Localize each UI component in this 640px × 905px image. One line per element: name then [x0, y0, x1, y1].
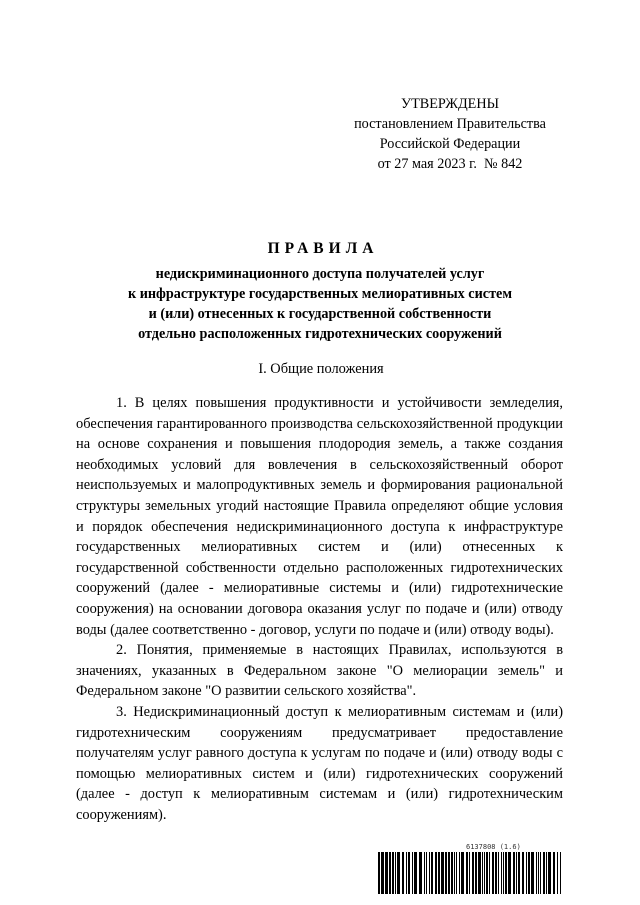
document-body	[76, 393, 563, 825]
barcode-label: 6137808 (1.6)	[466, 843, 521, 851]
paragraph-1: 1. В целях повышения продуктивности и устойчивости земледелия, обеспечения гарантированного производства сельскохозяйственной продукции на основе сохранения и повышения плодородия земель, а также создания необходимых условий для вовлечения в сельскохозяйственный оборот неиспользуемых и малопродуктивных земель и формирования рациональной структуры земельных угодий настоящие Правила определяют общие условия и порядок обеспечения недискриминационного доступа к инфраструктуре государственных мелиоративных систем и (или) отнесенных к государственной собственности отдельно расположенных гидротехнических сооружений (далее - мелиоративные системы и (или) гидротехнические сооружения) на основании договора оказания услуг по подаче и (или) отводу воды (далее соответственно - договор, услуги по подаче и (или) отводу воды).	[76, 395, 563, 638]
approval-block	[345, 94, 555, 174]
subtitle-line: и (или) отнесенных к государственной собственности	[148, 306, 492, 322]
document-subtitle	[80, 264, 560, 344]
paragraph-3: 3. Недискриминационный доступ к мелиоративным системам и (или) гидротехническим сооружениям предусматривает предоставление получателям услуг равного доступа к услугам по подаче и (или) отводу воды с помощью мелиоративных систем и (или) гидротехнических сооружений (далее - доступ к мелиоративным системам и (или) гидротехническим сооружениям).	[76, 703, 563, 823]
section-heading: I. Общие положения	[258, 361, 384, 377]
paragraph-2: 2. Понятия, применяемые в настоящих Правилах, используются в значениях, указанных в Федеральном законе "О мелиорации земель" и Федеральном законе "О развитии сельского хозяйства".	[76, 642, 563, 700]
barcode-image	[378, 852, 563, 894]
approval-line-country: Российской Федерации	[379, 136, 521, 152]
approval-line-decree: постановлением Правительства	[354, 116, 546, 132]
subtitle-line: отдельно расположенных гидротехнических сооружений	[138, 326, 502, 342]
document-title: ПРАВИЛА	[267, 240, 379, 257]
approval-line-approved: УТВЕРЖДЕНЫ	[401, 96, 499, 112]
subtitle-line: недискриминационного доступа получателей услуг	[155, 266, 485, 282]
subtitle-line: к инфраструктуре государственных мелиоративных систем	[127, 286, 513, 302]
approval-line-date-number: от 27 мая 2023 г. № 842	[377, 156, 523, 172]
